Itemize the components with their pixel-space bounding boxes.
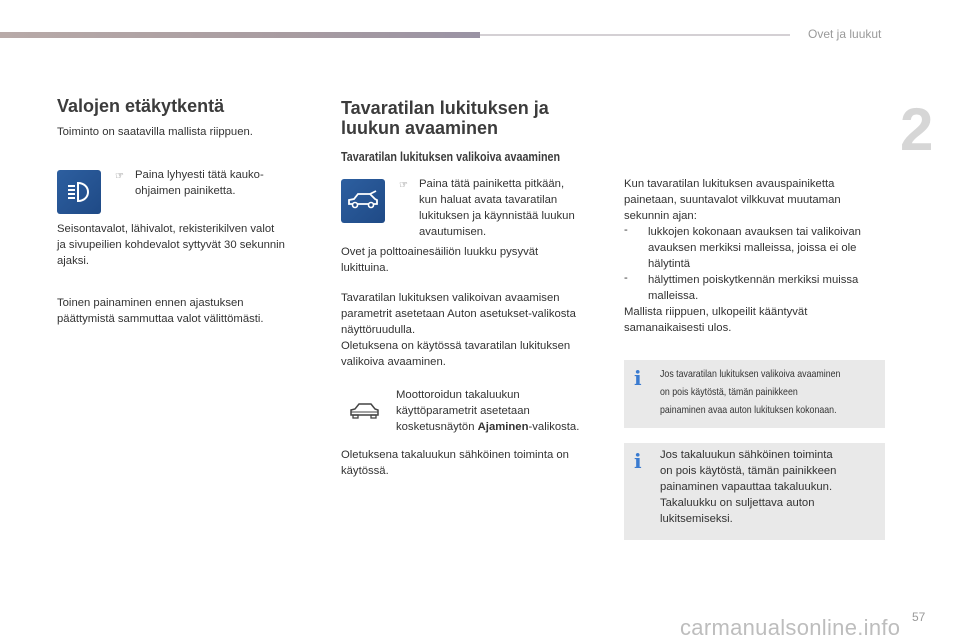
paragraph-line: Kun tavaratilan lukituksen avauspainiketta bbox=[624, 178, 835, 190]
tailgate-line: Moottoroidun takaluukun bbox=[396, 389, 520, 401]
paragraph-line: parametrit asetetaan Auton asetukset-valikosta bbox=[341, 308, 576, 320]
info-icon: i bbox=[634, 449, 642, 473]
tailgate-line bbox=[396, 419, 579, 435]
info-text-line: painaminen vapauttaa takaluukun. bbox=[660, 481, 833, 493]
info-text-line: lukitsemiseksi. bbox=[660, 513, 733, 525]
info-text-line: Jos tavaratilan lukituksen valikoiva avaaminen bbox=[660, 368, 841, 380]
paragraph-line: Oletuksena on käytössä tavaratilan lukituksen bbox=[341, 340, 571, 352]
list-item: hälytintä bbox=[648, 258, 691, 270]
instruction-line: avautumisen. bbox=[419, 226, 487, 238]
hand-pointer-icon: ☞ bbox=[399, 180, 408, 191]
paragraph-line: valikoiva avaaminen. bbox=[341, 356, 446, 368]
info-text-line: Takaluukku on suljettava auton bbox=[660, 497, 815, 509]
list-item: malleissa. bbox=[648, 290, 699, 302]
paragraph-line: käytössä. bbox=[341, 465, 389, 477]
paragraph-line: sekunnin ajan: bbox=[624, 210, 697, 222]
info-text-line: painaminen avaa auton lukituksen kokonaan. bbox=[660, 404, 837, 416]
page-number: 57 bbox=[912, 610, 926, 624]
list-item: avauksen merkiksi malleissa, joissa ei ole bbox=[648, 242, 857, 254]
paragraph-line: päättymistä sammuttaa valot välittömästi. bbox=[57, 313, 264, 325]
info-text-line: Jos takaluukun sähköinen toiminta bbox=[660, 449, 833, 461]
paragraph-line: Oletuksena takaluukun sähköinen toiminta on bbox=[341, 449, 569, 461]
middle-section-title bbox=[341, 98, 611, 138]
list-dash: - bbox=[624, 224, 628, 236]
tailgate-text: -valikosta. bbox=[528, 421, 580, 433]
instruction-line: Paina lyhyesti tätä kauko- bbox=[135, 169, 264, 181]
paragraph-line: Seisontavalot, lähivalot, rekisterikilven valot bbox=[57, 223, 275, 235]
middle-title-line: Tavaratilan lukituksen ja bbox=[341, 98, 549, 118]
middle-title-line: luukun avaaminen bbox=[341, 118, 499, 138]
header-accent-bar bbox=[0, 32, 480, 38]
instruction-line: kun haluat avata tavaratilan bbox=[419, 194, 558, 206]
chapter-number: 2 bbox=[900, 96, 934, 163]
paragraph-line: Tavaratilan lukituksen valikoivan avaamisen bbox=[341, 292, 560, 304]
watermark: carmanualsonline.info bbox=[680, 615, 901, 640]
info-text-line: on pois käytöstä, tämän painikkeen bbox=[660, 465, 837, 477]
paragraph-line: painetaan, suuntavalot vilkkuvat muutaman bbox=[624, 194, 841, 206]
list-item: hälyttimen poiskytkennän merkiksi muissa bbox=[648, 274, 859, 286]
headlight-button-icon bbox=[57, 170, 101, 214]
list-dash: - bbox=[624, 272, 628, 284]
info-text-line: on pois käytöstä, tämän painikkeen bbox=[660, 386, 798, 398]
paragraph-line: Toinen painaminen ennen ajastuksen bbox=[57, 297, 244, 309]
paragraph-line: samanaikaisesti ulos. bbox=[624, 322, 732, 334]
paragraph-line: Mallista riippuen, ulkopeilit kääntyvät bbox=[624, 306, 808, 318]
middle-subtitle: Tavaratilan lukituksen valikoiva avaaminen bbox=[341, 150, 561, 164]
trunk-button-icon bbox=[341, 179, 385, 223]
info-icon: i bbox=[634, 366, 642, 390]
paragraph-line: ajaksi. bbox=[57, 255, 90, 267]
paragraph-line: ja sivupeilien kohdevalot syttyvät 30 sekunnin bbox=[57, 239, 285, 251]
instruction-line: Paina tätä painiketta pitkään, bbox=[419, 178, 565, 190]
tailgate-line: käyttöparametrit asetetaan bbox=[396, 405, 530, 417]
list-item: lukkojen kokonaan avauksen tai valikoivan bbox=[648, 226, 861, 238]
car-trunk-icon bbox=[346, 190, 380, 212]
paragraph-line: Ovet ja polttoainesäiliön luukku pysyvät bbox=[341, 246, 539, 258]
car-tailgate-icon bbox=[347, 400, 381, 422]
section-title: Ovet ja luukut bbox=[808, 27, 882, 41]
ajaminen-menu-name: Ajaminen bbox=[477, 421, 529, 433]
headlight-icon bbox=[64, 179, 94, 205]
instruction-line: ohjaimen painiketta. bbox=[135, 185, 236, 197]
tailgate-text: kosketusnäytön bbox=[396, 421, 478, 433]
availability-note: Toiminto on saatavilla mallista riippuen. bbox=[57, 126, 253, 138]
instruction-line: lukituksen ja käynnistää luukun bbox=[419, 210, 575, 222]
paragraph-line: lukittuina. bbox=[341, 262, 389, 274]
left-section-title: Valojen etäkytkentä bbox=[57, 96, 225, 116]
hand-pointer-icon: ☞ bbox=[115, 171, 124, 182]
header-rule bbox=[480, 34, 790, 36]
paragraph-line: näyttöruudulla. bbox=[341, 324, 416, 336]
